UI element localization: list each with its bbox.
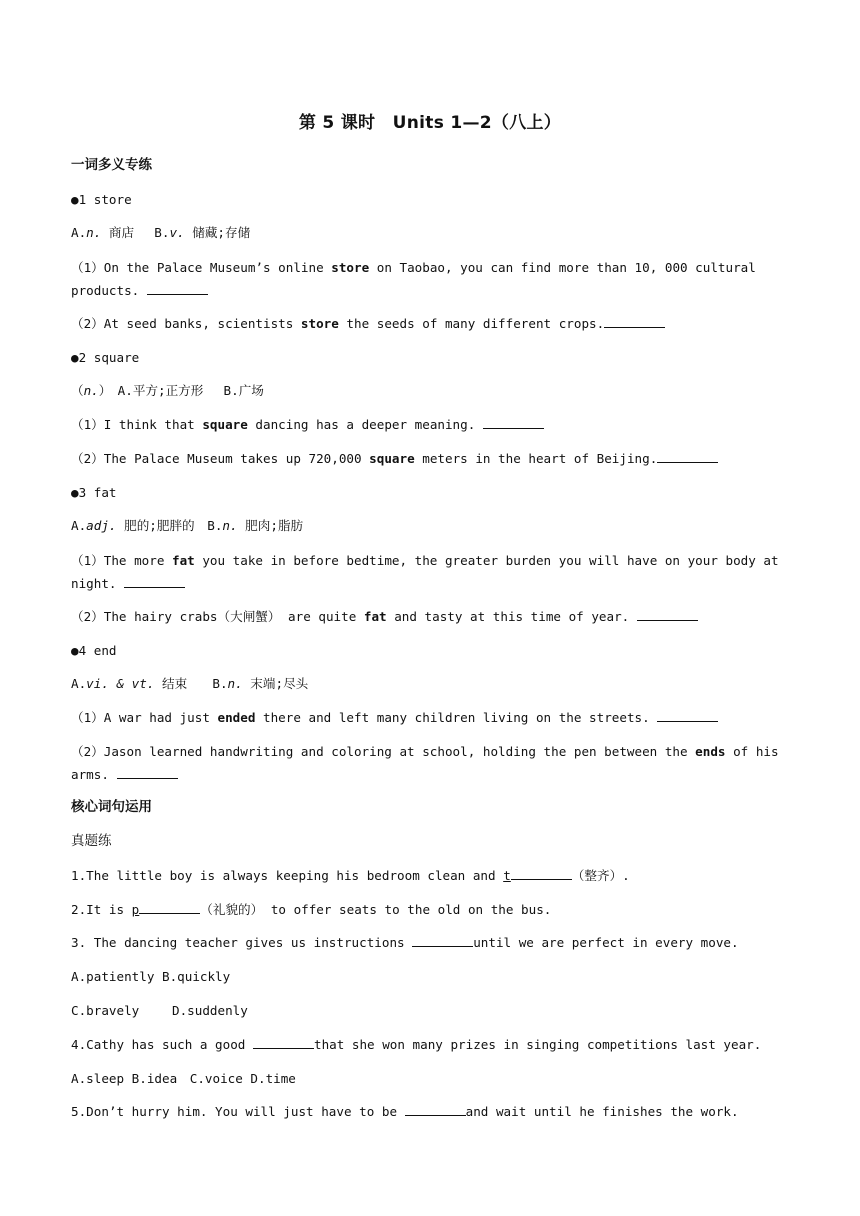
question-fat-2: （2）The hairy crabs（大闸蟹） are quite fat and tasty at this time of year. <box>71 605 789 628</box>
answer-blank[interactable] <box>637 608 698 621</box>
answer-blank[interactable] <box>405 1103 466 1116</box>
senses-fat: A.adj. 肥的;肥胖的 B.n. 肥肉;脂肪 <box>71 518 304 533</box>
answer-hint-letter: t <box>503 868 511 883</box>
exercise-4: 4.Cathy has such a good that she won many prizes in singing competitions last year. <box>71 1037 762 1052</box>
exercise-1: 1.The little boy is always keeping his bedroom clean and t （整齐）. <box>71 868 630 883</box>
question-store-2: （2）At seed banks, scientists store the seeds of many different crops. <box>71 312 789 335</box>
exercise-3-options-1: A.patiently B.quickly <box>71 969 231 984</box>
exercise-3: 3. The dancing teacher gives us instructions until we are perfect in every move. <box>71 935 739 950</box>
answer-blank[interactable] <box>147 282 208 295</box>
word-heading-square: ●2 square <box>71 350 140 365</box>
answer-blank[interactable] <box>511 867 572 880</box>
answer-blank[interactable] <box>657 709 718 722</box>
senses-store: A.n. 商店 B.v. 储藏;存储 <box>71 225 251 240</box>
word-heading-store: ●1 store <box>71 192 132 207</box>
word-heading-end: ●4 end <box>71 643 117 658</box>
subheading-real-questions: 真题练 <box>71 833 112 849</box>
answer-blank[interactable] <box>657 450 718 463</box>
answer-blank[interactable] <box>412 934 473 947</box>
answer-hint-letter: p <box>131 902 140 917</box>
question-square-2: （2）The Palace Museum takes up 720,000 square meters in the heart of Beijing. <box>71 447 789 470</box>
exercise-2: 2.It is p （礼貌的） to offer seats to the old on the bus. <box>71 902 552 917</box>
section-heading-core: 核心词句运用 <box>71 799 152 815</box>
section-heading-polysemy: 一词多义专练 <box>71 157 152 173</box>
answer-blank[interactable] <box>253 1036 314 1049</box>
answer-blank[interactable] <box>483 416 544 429</box>
question-end-1: （1）A war had just ended there and left many children living on the streets. <box>71 706 789 729</box>
answer-blank[interactable] <box>139 901 200 914</box>
answer-blank[interactable] <box>117 766 178 779</box>
word-heading-fat: ●3 fat <box>71 485 117 500</box>
exercise-4-options: A.sleep B.idea C.voice D.time <box>71 1071 296 1086</box>
exercise-3-options-2: C.bravely D.suddenly <box>71 1003 248 1018</box>
question-store-1: （1）On the Palace Museum’s online store on Taobao, you can find more than 10, 000 cultural products. <box>71 260 764 298</box>
question-fat-1: （1）The more fat you take in before bedtime, the greater burden you will have on your body at night. <box>71 553 787 591</box>
answer-blank[interactable] <box>124 575 185 588</box>
exercise-5: 5.Don’t hurry him. You will just have to be and wait until he finishes the work. <box>71 1104 739 1119</box>
answer-blank[interactable] <box>604 315 665 328</box>
question-end-2: （2）Jason learned handwriting and coloring at school, holding the pen between the ends of his arms. <box>71 744 787 782</box>
question-square-1: （1）I think that square dancing has a deeper meaning. <box>71 413 789 436</box>
page-title: 第 5 课时 Units 1—2（八上） <box>298 113 562 133</box>
senses-square: （n.） A.平方;正方形 B.广场 <box>71 383 264 398</box>
senses-end: A.vi. & vt. 结束 B.n. 末端;尽头 <box>71 676 309 691</box>
